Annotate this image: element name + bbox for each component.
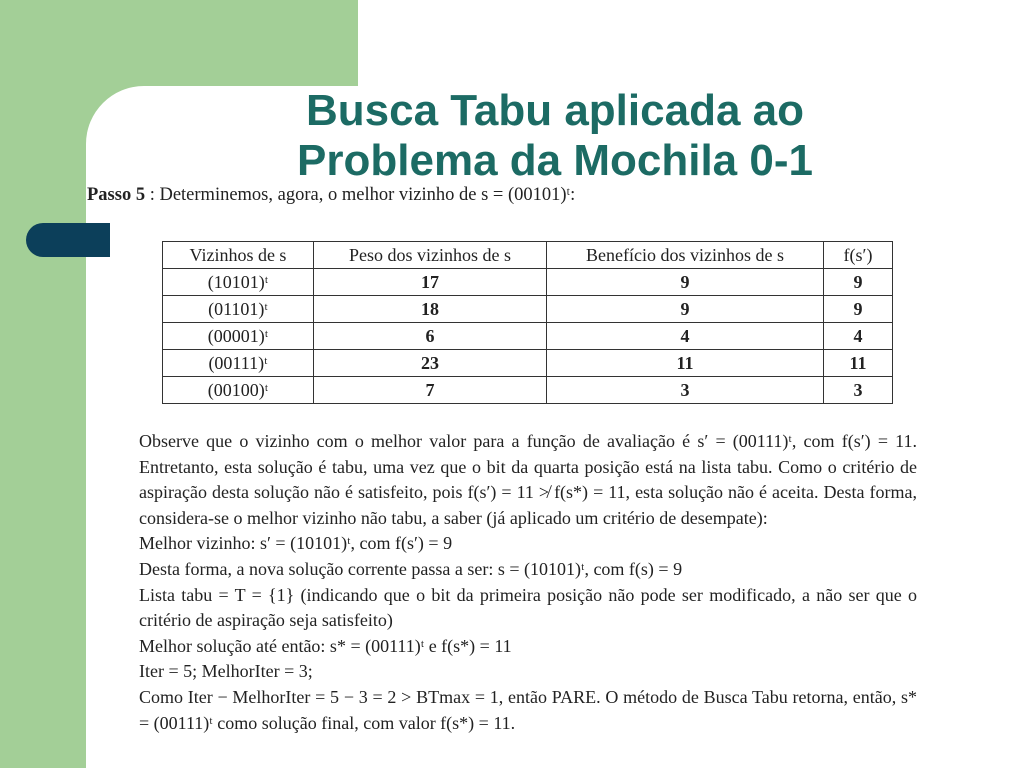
neighbor-cell: (01101)ᵗ xyxy=(163,296,314,323)
neighbor-cell: (00111)ᵗ xyxy=(163,350,314,377)
slide-title xyxy=(210,86,900,186)
step-text: : Determinemos, agora, o melhor vizinho de s = (00101)ᵗ: xyxy=(149,185,576,205)
weight-cell: 7 xyxy=(314,377,547,404)
header-neighbors: Vizinhos de s xyxy=(163,242,314,269)
benefit-cell: 4 xyxy=(547,323,824,350)
step-label: Passo 5 xyxy=(87,185,146,205)
tabu-list-line: Lista tabu = T = {1} (indicando que o bit da primeira posição não pode ser modificado, a não ser que o critério de aspiração seja satisfeito) xyxy=(139,584,917,631)
table-row xyxy=(163,296,893,323)
table-row xyxy=(163,323,893,350)
header-weight: Peso dos vizinhos de s xyxy=(314,242,547,269)
f-cell: 9 xyxy=(824,296,893,323)
weight-cell: 6 xyxy=(314,323,547,350)
header-f: f(s′) xyxy=(824,242,893,269)
step-heading xyxy=(87,185,575,206)
f-cell: 9 xyxy=(824,269,893,296)
f-cell: 3 xyxy=(824,377,893,404)
benefit-cell: 11 xyxy=(547,350,824,377)
neighbor-cell: (00100)ᵗ xyxy=(163,377,314,404)
best-neighbor-line: Melhor vizinho: s′ = (10101)ᵗ, com f(s′) = 9 xyxy=(139,533,453,554)
f-cell: 4 xyxy=(824,323,893,350)
benefit-cell: 9 xyxy=(547,269,824,296)
table-row xyxy=(163,350,893,377)
conclusion-paragraph: Como Iter − MelhorIter = 5 − 3 = 2 > BTmax = 1, então PARE. O método de Busca Tabu retorna, então, s* = (00111)ᵗ como solução final, com valor f(s*) = 11. xyxy=(139,686,917,733)
header-benefit: Benefício dos vizinhos de s xyxy=(547,242,824,269)
title-line-1: Busca Tabu aplicada ao xyxy=(305,86,804,135)
weight-cell: 18 xyxy=(314,296,547,323)
weight-cell: 23 xyxy=(314,350,547,377)
explanation-text xyxy=(139,429,917,736)
current-solution-line: Desta forma, a nova solução corrente passa a ser: s = (10101)ᵗ, com f(s) = 9 xyxy=(139,558,683,579)
neighbor-cell: (00001)ᵗ xyxy=(163,323,314,350)
title-line-2: Problema da Mochila 0-1 xyxy=(297,136,813,185)
f-cell: 11 xyxy=(824,350,893,377)
table-row xyxy=(163,269,893,296)
navy-accent-bar xyxy=(26,223,110,257)
observation-paragraph: Observe que o vizinho com o melhor valor para a função de avaliação é s′ = (00111)ᵗ, com f(s′) = 11. Entretanto, esta solução é tabu, uma vez que o bit da quarta posição está na lista tabu. Como o critério de aspiração desta solução não é satisfeito, pois f(s′) = 11 ≯ f(s*) = 11, esta solução não é aceita. Desta forma, considera-se o melhor vizinho não tabu, a saber (já aplicado um critério de desempate): xyxy=(139,431,917,528)
table-row xyxy=(163,377,893,404)
weight-cell: 17 xyxy=(314,269,547,296)
neighbor-cell: (10101)ᵗ xyxy=(163,269,314,296)
table-header-row xyxy=(163,242,893,269)
best-solution-line: Melhor solução até então: s* = (00111)ᵗ e f(s*) = 11 xyxy=(139,635,512,656)
benefit-cell: 9 xyxy=(547,296,824,323)
neighbors-table xyxy=(162,241,893,404)
benefit-cell: 3 xyxy=(547,377,824,404)
iteration-line: Iter = 5; MelhorIter = 3; xyxy=(139,661,313,682)
